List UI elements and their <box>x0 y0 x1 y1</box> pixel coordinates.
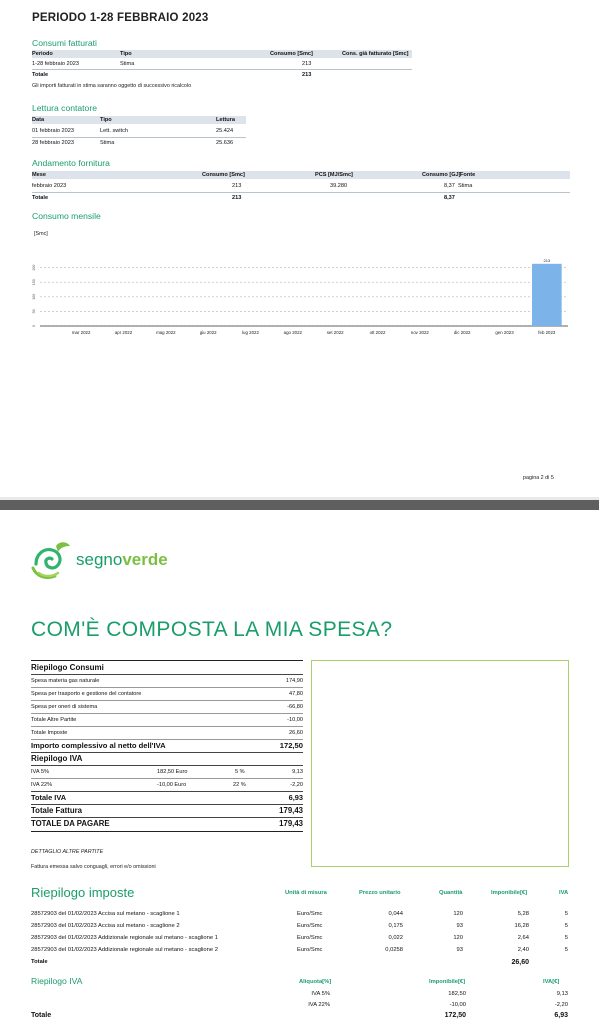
list-item <box>31 779 303 791</box>
table-total-row <box>32 194 570 203</box>
netto-value: 172,50 <box>279 741 303 750</box>
iva-rate: 22 % <box>233 782 246 788</box>
row-label: Spesa per oneri di sistema <box>31 704 98 710</box>
riepilogo-iva-heading: Riepilogo IVA <box>31 754 83 763</box>
chart-unit-label: [Smc] <box>34 231 48 237</box>
table-total-row <box>32 71 412 80</box>
cell-desc: 28572903 del 01/02/2023 Accisa sul metano - scaglione 1 <box>31 911 180 917</box>
col-data: Data <box>32 117 45 123</box>
cell-desc: 28572903 del 01/02/2023 Addizionale regionale sul metano - scaglione 1 <box>31 935 218 941</box>
x-tick-label: gen 2023 <box>495 330 514 335</box>
iva-label: IVA 5% <box>31 769 49 775</box>
table-row <box>31 946 571 957</box>
divider <box>32 69 412 70</box>
cell-imponibile: 2,64 <box>517 935 529 941</box>
chart-bar <box>532 264 562 326</box>
col-imponibile: Imponibile[€] <box>491 890 528 896</box>
table-row <box>31 1001 571 1012</box>
cell-imponibile: -10,00 <box>449 1002 466 1008</box>
cell-price: 0,044 <box>388 911 403 917</box>
cell-iva: 5 <box>564 923 568 929</box>
row-value: -10,00 <box>287 717 303 723</box>
totale-pagare-value: 179,43 <box>279 819 303 828</box>
x-tick-label: set 2022 <box>326 330 344 335</box>
page-number: pagina 2 di 5 <box>523 475 554 481</box>
iva-base: 182,50 Euro <box>157 769 188 775</box>
total-value: 213 <box>302 72 312 78</box>
cell-data: 28 febbraio 2023 <box>32 140 74 146</box>
row-label: Spesa materia gas naturale <box>31 678 100 684</box>
cell-lettura: 25.636 <box>216 140 234 146</box>
table-row <box>31 934 571 945</box>
col-tipo: Tipo <box>120 51 132 57</box>
consumi-fatturati-heading: Consumi fatturati <box>32 38 97 48</box>
row-value: 26,60 <box>289 730 303 736</box>
table-total-row <box>31 1012 571 1023</box>
divider <box>32 192 570 193</box>
cell-unit: Euro/Smc <box>297 911 323 917</box>
col-fonte: Fonte <box>460 172 476 178</box>
row-value: 47,80 <box>289 691 303 697</box>
cell-imponibile: 5,28 <box>517 911 529 917</box>
x-tick-label: giu 2022 <box>199 330 217 335</box>
totale-pagare-label: TOTALE DA PAGARE <box>31 819 110 828</box>
list-item <box>31 701 303 713</box>
list-item <box>31 675 303 687</box>
x-tick-label: apr 2022 <box>114 330 133 335</box>
logo-swirl-icon <box>30 540 72 582</box>
logo-text-segno: segno <box>76 550 123 569</box>
cell-imponibile: 16,28 <box>514 923 529 929</box>
cell-price: 0,022 <box>388 935 403 941</box>
row-value: -66,80 <box>287 704 303 710</box>
list-item <box>31 714 303 726</box>
totale-fattura-value: 179,43 <box>279 806 303 815</box>
monthly-consumption-chart <box>28 240 573 340</box>
col-iva: IVA <box>559 890 569 896</box>
list-item <box>31 727 303 739</box>
cell-iva: 5 <box>564 935 568 941</box>
cell-aliquota: IVA 5% <box>311 991 330 997</box>
cell-price: 0,175 <box>388 923 403 929</box>
total-gj: 8,37 <box>444 195 455 201</box>
divider <box>32 137 246 138</box>
cell-iva: -2,20 <box>554 1002 568 1008</box>
andamento-heading: Andamento fornitura <box>32 158 110 168</box>
cell-data: 01 febbraio 2023 <box>32 128 74 134</box>
netto-row <box>31 740 303 752</box>
col-imponibile: Imponibile[€] <box>429 979 466 985</box>
cell-unit: Euro/Smc <box>297 923 323 929</box>
lettura-heading: Lettura contatore <box>32 103 97 113</box>
logo-wordmark <box>76 550 168 570</box>
list-item <box>31 766 303 778</box>
table-total-row <box>31 958 571 969</box>
y-tick-label: 200 <box>32 264 36 271</box>
total-value: 26,60 <box>511 959 529 966</box>
col-lettura: Lettura <box>216 117 235 123</box>
cell-price: 0,0258 <box>385 947 403 953</box>
cell-qty: 93 <box>456 947 463 953</box>
col-consumo: Consumo [Smc] <box>202 172 245 178</box>
cell-imponibile: 2,40 <box>517 947 529 953</box>
divider <box>31 660 303 661</box>
cell-qty: 120 <box>453 935 463 941</box>
col-iva: IVA[€] <box>543 979 560 985</box>
total-label: Totale <box>31 959 48 965</box>
totale-iva-row <box>31 792 303 804</box>
totale-iva-value: 6,93 <box>288 793 303 802</box>
cell-consumo: 213 <box>302 61 312 67</box>
x-tick-label: nov 2022 <box>410 330 429 335</box>
riepilogo-iva2-heading: Riepilogo IVA <box>31 976 83 986</box>
y-tick-label: 150 <box>32 279 36 286</box>
table-row <box>31 990 571 1001</box>
riepilogo-imposte-heading: Riepilogo imposte <box>31 885 135 900</box>
lettura-table-header <box>32 116 246 124</box>
iva-value: 9,13 <box>292 769 303 775</box>
divider <box>31 831 303 832</box>
col-consumo: Consumo [Smc] <box>270 51 313 57</box>
cell-tipo: Lett. switch <box>100 128 128 134</box>
cell-iva: 5 <box>564 911 568 917</box>
cell-lettura: 25.424 <box>216 128 234 134</box>
total-label: Totale <box>32 195 49 201</box>
cell-mese: febbraio 2023 <box>32 183 67 189</box>
cell-tipo: Stima <box>120 61 135 67</box>
period-title: PERIODO 1-28 FEBBRAIO 2023 <box>32 12 209 24</box>
total-imponibile: 172,50 <box>444 1012 466 1019</box>
col-consumo-gj: Consumo [GJ] <box>422 172 461 178</box>
logo-text-verde: verde <box>122 550 168 569</box>
cell-desc: 28572903 del 01/02/2023 Addizionale regionale sul metano - scaglione 2 <box>31 947 218 953</box>
cell-aliquota: IVA 22% <box>308 1002 330 1008</box>
iva2-table-header <box>31 978 571 988</box>
cell-unit: Euro/Smc <box>297 947 323 953</box>
data-label: 213 <box>543 257 551 263</box>
cell-qty: 120 <box>453 911 463 917</box>
iva-label: IVA 22% <box>31 782 53 788</box>
x-tick-label: lug 2022 <box>242 330 259 335</box>
totale-iva-label: Totale IVA <box>31 793 67 802</box>
cell-qty: 93 <box>456 923 463 929</box>
iva-base: -10,00 Euro <box>157 782 187 788</box>
segnoverde-logo <box>30 540 72 582</box>
col-prezzo: Prezzo unitario <box>359 890 401 896</box>
invoice-page-2 <box>0 0 599 500</box>
totale-fattura-row <box>31 805 303 817</box>
col-mese: Mese <box>32 172 46 178</box>
x-tick-label: ott 2022 <box>369 330 386 335</box>
table-row <box>31 922 571 933</box>
total-consumo: 213 <box>232 195 242 201</box>
cell-imponibile: 182,50 <box>448 991 466 997</box>
cell-gj: 8,37 <box>444 183 455 189</box>
col-cons-fatturato: Cons. già fatturato [Smc] <box>342 51 409 57</box>
row-value: 174,90 <box>285 678 303 684</box>
row-label: Totale Imposte <box>31 730 68 736</box>
table-row <box>32 139 246 148</box>
cell-tipo: Stima <box>100 140 115 146</box>
y-tick-label: 50 <box>32 309 36 314</box>
dettaglio-label: DETTAGLIO ALTRE PARTITE <box>31 849 104 855</box>
invoice-page-3 <box>0 510 599 1024</box>
table-row <box>32 60 412 69</box>
consumo-mensile-heading: Consumo mensile <box>32 211 101 221</box>
total-label: Totale <box>32 72 49 78</box>
riepilogo-iva-heading-row <box>31 753 303 765</box>
x-tick-label: feb 2023 <box>538 330 556 335</box>
imposte-table-header <box>31 889 571 899</box>
cell-iva: 5 <box>564 947 568 953</box>
col-aliquota: Aliquota[%] <box>299 979 332 985</box>
table-row <box>32 127 246 136</box>
col-unita: Unità di misura <box>285 890 327 896</box>
totale-fattura-label: Totale Fattura <box>31 806 82 815</box>
totale-pagare-row <box>31 818 303 830</box>
total-iva: 6,93 <box>554 1012 568 1019</box>
estimate-note: Gli importi fatturati in stima saranno oggetto di successivo ricalcolo <box>32 83 192 89</box>
iva-value: -2,20 <box>290 782 303 788</box>
cell-consumo: 213 <box>232 183 242 189</box>
page-title: COM'È COMPOSTA LA MIA SPESA? <box>31 618 393 641</box>
footnote: Fattura emessa salvo conguagli, errori e/o omissioni <box>31 864 156 870</box>
cell-fonte: Stima <box>458 183 473 189</box>
row-label: Spesa per trasporto e gestione del contatore <box>31 691 142 697</box>
col-tipo: Tipo <box>100 117 112 123</box>
x-tick-label: mag 2022 <box>156 330 176 335</box>
riepilogo-consumi-heading: Riepilogo Consumi <box>31 663 104 672</box>
cell-unit: Euro/Smc <box>297 935 323 941</box>
x-tick-label: dic 2022 <box>453 330 471 335</box>
x-tick-label: ago 2022 <box>283 330 302 335</box>
chart-placeholder-box <box>311 660 569 867</box>
col-quantita: Quantità <box>439 890 463 896</box>
netto-label: Importo complessivo al netto dell'IVA <box>31 741 166 750</box>
consumi-table-header <box>32 50 412 58</box>
cell-iva: 9,13 <box>556 991 568 997</box>
list-item <box>31 688 303 700</box>
table-row <box>31 910 571 921</box>
iva-rate: 5 % <box>235 769 245 775</box>
row-label: Totale Altre Partite <box>31 717 77 723</box>
cell-periodo: 1-28 febbraio 2023 <box>32 61 79 67</box>
cell-desc: 28572903 del 01/02/2023 Accisa sul metano - scaglione 2 <box>31 923 180 929</box>
total-label: Totale <box>31 1012 52 1019</box>
table-row <box>32 182 570 191</box>
y-tick-label: 100 <box>32 293 36 300</box>
cell-pcs: 39.280 <box>330 183 348 189</box>
col-pcs: PCS [MJ/Smc] <box>315 172 353 178</box>
andamento-table-header <box>32 171 570 179</box>
y-tick-label: 0 <box>32 325 36 327</box>
page-separator <box>0 500 599 510</box>
col-periodo: Periodo <box>32 51 53 57</box>
x-tick-label: mar 2022 <box>71 330 91 335</box>
